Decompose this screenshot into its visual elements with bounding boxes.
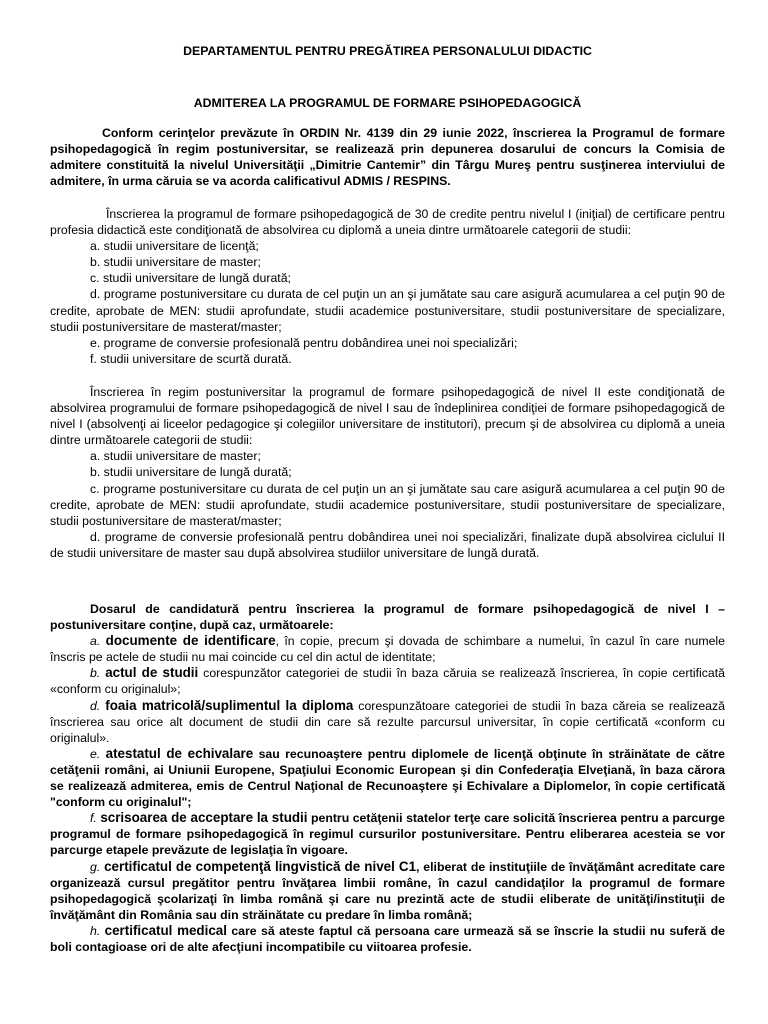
dossier-item-text: pentru cetăţenii statelor terţe care solicită înscrierea pentru a parcurge programul de formare psihopedagogică în regimul cursurilor postuniversitare. Pentru eliberarea acesteia se vor parcurge etapele prevăzute de legislaţia în vigoare.	[50, 811, 725, 858]
dossier-item-letter: f.	[90, 811, 97, 826]
dossier-item-text: corespunzătoare categoriei de studii în baza căreia se realizează înscrierea sau orice alt document de studii din care să rezulte parcursul universitar, în copie certificată «conform cu originalul».	[50, 698, 725, 745]
level1-item: a. studii universitare de licenţă;	[90, 239, 259, 254]
dossier-item-title: foaia matricolă/suplimentul la diploma	[105, 697, 354, 713]
dossier-item-title: certificatul medical	[104, 922, 227, 938]
level1-intro: Înscrierea la programul de formare psihopedagogică de 30 de credite pentru nivelul I (iniţial) de certificare pentru profesia didactică este condiţionată de absolvirea cu diplomă a uneia dintre următoarele categorii de studii:	[50, 207, 725, 238]
dossier-item-letter: a.	[90, 634, 101, 649]
dossier-item	[50, 746, 725, 810]
dossier-item-title: actul de studii	[105, 665, 199, 681]
dossier-item-letter: g.	[90, 859, 101, 874]
level1-item: f. studii universitare de scurtă durată.	[90, 351, 292, 366]
level1-item: e. programe de conversie profesională pentru dobândirea unei noi specializări;	[90, 335, 518, 350]
dossier-item	[50, 810, 725, 858]
dossier-item	[50, 665, 725, 697]
dossier-item-text: care să ateste faptul că persoana care urmează să se înscrie la studii nu suferă de boli contagioase ori de alte afecţiuni incompatibile cu viitoarea profesie.	[50, 923, 725, 954]
level2-item: d. programe de conversie profesională pentru dobândirea unei noi specializări, finalizate după absolvirea ciclului II de studii universitare de master sau după absolvirea studiilor universitare de lungă durată.	[50, 529, 725, 560]
level1-item: d. programe postuniversitare cu durata de cel puţin un an şi jumătate sau care asigură acumularea a cel puţin 90 de credite, aprobate de MEN: studii aprofundate, studii academice postuniversitare, studii postuniversitare de specializare, studii postuniversitare de masterat/master;	[50, 287, 725, 334]
level1-item: b. studii universitare de master;	[90, 255, 261, 270]
dossier-item-letter: h.	[90, 923, 101, 938]
dossier-item	[50, 698, 725, 746]
dossier-item-title: scrisoarea de acceptare la studii	[100, 810, 308, 826]
dossier-item-text: , eliberat de instituţiile de învăţământ acreditate care organizează cursul pregătitor pentru învăţarea limbii române, în cazul candidaţilor la programul de formare psihopedagogică şcolarizaţi în limba română şi care nu prezintă acte de studii eliberate de unităţi/instituţii de învăţământ din România sau din străinătate cu predare în limba română;	[50, 859, 725, 922]
level2-section	[50, 384, 725, 561]
admission-heading: ADMITEREA LA PROGRAMUL DE FORMARE PSIHOPEDAGOGICĂ	[193, 96, 582, 110]
dossier-item-title: documente de identificare	[105, 633, 276, 649]
dossier-item-letter: e.	[90, 746, 101, 761]
intro-text: Conform cerinţelor prevăzute în ORDIN Nr. 4139 din 29 iunie 2022, înscrierea la Programul de formare psihopedagogică în regim postuniversitar, se realizează prin depunerea dosarului de concurs la Comisia de admitere constituită la nivelul Universităţii „Dimitrie Cantemir” din Târgu Mureş pentru susţinerea interviului de admitere, în urma căruia se va acorda calificativul ADMIS / RESPINS.	[50, 126, 725, 189]
dossier-item-title: atestatul de echivalare	[105, 745, 254, 761]
dossier-item	[50, 859, 725, 923]
dossier-item-letter: b.	[90, 666, 101, 681]
intro-paragraph	[50, 125, 725, 189]
dossier-intro: Dosarul de candidatură pentru înscrierea la programul de formare psihopedagogică de nivel I – postuniversitare conţine, după caz, următoarele:	[50, 602, 725, 633]
level2-intro: Înscrierea în regim postuniversitar la programul de formare psihopedagogică de nivel II este condiţionată de absolvirea programului de formare psihopedagogică de nivel I sau de îndeplinirea condiţiei de formare psihopedagogică de nivel I (absolvenţi ai liceelor pedagogice şi colegiilor universitare de institutori), precum şi de absolvirea cu diplomă a uneia dintre următoarele categorii de studii:	[50, 385, 725, 448]
level2-item: b. studii universitare de lungă durată;	[90, 465, 292, 480]
dossier-item-text: sau recunoaştere pentru diplomele de licenţă obţinute în străinătate de către cetăţenii români, ai Uniunii Europene, Spaţiului Economic European şi din Confederaţia Elveţiană, în baza cărora se realizează admiterea, emis de Centrul Naţional de Recunoaştere şi Echivalare a Diplomelor, în copie certificată "conform cu originalul";	[50, 746, 725, 810]
department-heading: DEPARTAMENTUL PENTRU PREGĂTIREA PERSONALULUI DIDACTIC	[183, 44, 592, 58]
dossier-item-text: , în copie, precum şi dovada de schimbare a numelui, în cazul în care numele înscris pe actele de studii nu mai coincide cu cel din actul de identitate;	[50, 634, 725, 665]
level1-item: c. studii universitare de lungă durată;	[90, 271, 291, 286]
dossier-item	[50, 923, 725, 955]
dossier-item	[50, 633, 725, 665]
dossier-item-title: certificatul de competenţă lingvistică de nivel C1	[104, 858, 417, 874]
dossier-item-text: corespunzător categoriei de studii în baza căruia se realizează înscrierea, în copie certificată «conform cu originalul»;	[50, 666, 726, 697]
level2-item: a. studii universitare de master;	[90, 449, 261, 464]
dossier-item-letter: d.	[90, 698, 101, 713]
dossier-section	[50, 601, 725, 955]
level2-item: c. programe postuniversitare cu durata de cel puţin un an şi jumătate sau care asigură acumularea a cel puţin 90 de credite, aprobate de MEN: studii aprofundate, studii academice postuniversitare, studii postuniversitare de specializare, studii postuniversitare de masterat/master;	[50, 481, 725, 528]
level1-section	[50, 206, 725, 367]
